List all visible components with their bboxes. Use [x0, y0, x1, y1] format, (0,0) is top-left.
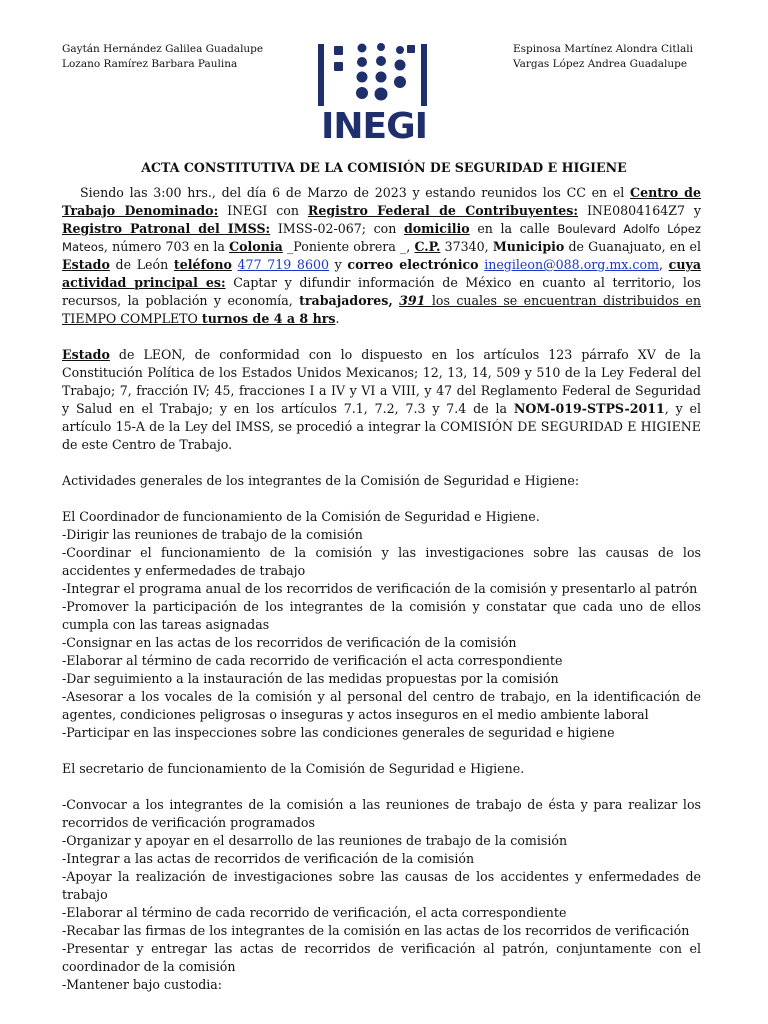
list-item: -Elaborar al término de cada recorrido de verificación el acta correspondiente — [62, 653, 563, 668]
list-item: -Convocar a los integrantes de la comisión a las reuniones de trabajo de ésta y para realizar los recorridos de verificación programados — [62, 797, 701, 830]
phone-link[interactable]: 477 719 8600 — [237, 257, 329, 272]
header-name: Vargas López Andrea Guadalupe — [513, 58, 688, 70]
list-item: -Presentar y entregar las actas de recorridos de verificación al patrón, conjuntamente con el coordinador de la comisión — [62, 941, 701, 974]
list-item: -Elaborar al término de cada recorrido de verificación, el acta correspondiente — [62, 905, 567, 920]
list-item: -Recabar las firmas de los integrantes de la comisión en las actas de los recorridos de verificación — [62, 923, 690, 938]
activities-heading: Actividades generales de los integrantes de la Comisión de Seguridad e Higiene: — [62, 473, 580, 488]
list-item: -Integrar el programa anual de los recorridos de verificación de la comisión y presentarlo al patrón — [62, 581, 698, 596]
legal-paragraph: Estado de LEON, de conformidad con lo dispuesto en los artículos 123 párrafo XV de la Constitución Política de los Estados Unidos Mexicanos; 12, 13, 14, 509 y 510 de la Ley Federal del Trabajo; 7, fracción IV; 45, fracciones I a IV y VI a VIII, y 47 del Reglamento Federal de Seguridad y Salud en el Trabajo; y en los artículos 7.1, 7.2, 7.3 y 7.4 de la NOM-019-STPS-2011, y el artículo 15-A de la Ley del IMSS, se procedió a integrar la COMISIÓN DE SEGURIDAD E HIGIENE de este Centro de Trabajo. — [62, 347, 701, 452]
document-title: ACTA CONSTITUTIVA DE LA COMISIÓN DE SEGURIDAD E HIGIENE — [141, 160, 627, 175]
email-link[interactable]: inegileon@088.org.mx.com — [484, 257, 659, 272]
secretary-list — [62, 796, 701, 994]
list-item: -Promover la participación de los integrantes de la comisión y constatar que cada uno de ellos cumpla con las tareas asignadas — [62, 599, 701, 632]
list-item: -Dirigir las reuniones de trabajo de la comisión — [62, 527, 363, 542]
list-item: -Mantener bajo custodia: — [62, 977, 223, 992]
header-name: Gaytán Hernández Galilea Guadalupe — [62, 43, 264, 55]
secretary-heading: El secretario de funcionamiento de la Comisión de Seguridad e Higiene. — [62, 761, 525, 776]
coordinator-list — [62, 526, 701, 742]
coordinator-heading: El Coordinador de funcionamiento de la Comisión de Seguridad e Higiene. — [62, 509, 540, 524]
list-item: -Integrar a las actas de recorridos de verificación de la comisión — [62, 851, 475, 866]
header-right-names — [513, 42, 693, 72]
list-item: -Dar seguimiento a la instauración de las medidas propuestas por la comisión — [62, 671, 559, 686]
list-item: -Participar en las inspecciones sobre las condiciones generales de seguridad e higiene — [62, 725, 615, 740]
list-item: -Consignar en las actas de los recorridos de verificación de la comisión — [62, 635, 517, 650]
logo-text: INEGI — [320, 106, 428, 144]
list-item: -Apoyar la realización de investigaciones sobre las causas de los accidentes y enfermedades de trabajo — [62, 869, 701, 902]
intro-paragraph: Siendo las 3:00 hrs., del día 6 de Marzo de 2023 y estando reunidos los CC en el Centro de Trabajo Denominado: INEGI con Registro Federal de Contribuyentes: INE0804164Z7 y Registro Patronal del IMSS: IMSS-02-067; con domicilio en la calle Boulevard Adolfo López Mateos, número 703 en la Colonia _Poniente obrera _, C.P. 37340, Municipio de Guanajuato, en el Estado de León teléfono 477 719 8600 y correo electrónico inegileon@088.org.mx.com, cuya actividad principal es: Captar y difundir información de México en cuanto al territorio, los recursos, la población y economía, trabajadores, 391 los cuales se encuentran distribuidos en TIEMPO COMPLETO turnos de 4 a 8 hrs. — [62, 185, 702, 326]
header-left-names — [62, 42, 263, 72]
header-name: Lozano Ramírez Barbara Paulina — [62, 58, 238, 70]
list-item: -Asesorar a los vocales de la comisión y al personal del centro de trabajo, en la identificación de agentes, condiciones peligrosas o inseguras y actos inseguros en el medio ambiente laboral — [62, 689, 701, 722]
inegi-logo-icon — [308, 40, 440, 144]
header-name: Espinosa Martínez Alondra Citlali — [513, 43, 693, 55]
list-item: -Organizar y apoyar en el desarrollo de las reuniones de trabajo de la comisión — [62, 833, 568, 848]
document-body — [62, 184, 701, 994]
list-item: -Coordinar el funcionamiento de la comisión y las investigaciones sobre las causas de los accidentes y enfermedades de trabajo — [62, 545, 701, 578]
